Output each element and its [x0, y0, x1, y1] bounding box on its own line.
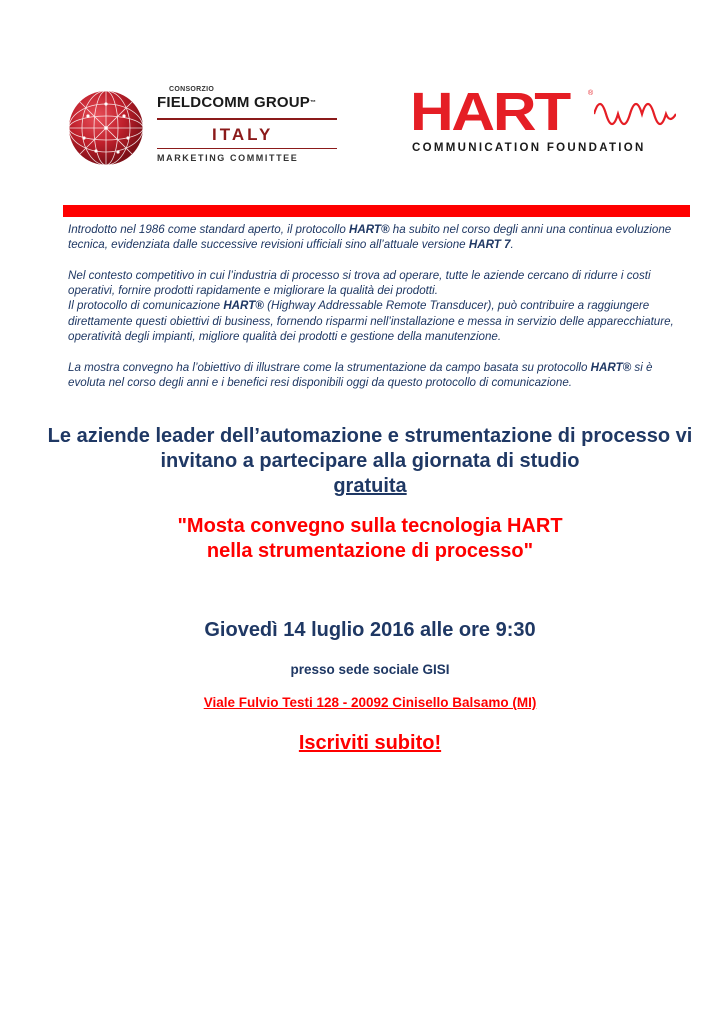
hart-subtitle: COMMUNICATION FOUNDATION	[412, 142, 646, 154]
registered-mark: ®	[588, 90, 594, 97]
intro-paragraph-exhibition: La mostra convegno ha l’obiettivo di illustrare come la strumentazione da campo basata su protocollo HART® si è evoluta nel corso degli anni e i benefici resi disponibili oggi da questo protocollo di comunicazione.	[68, 360, 653, 389]
hart-communication-foundation-logo	[408, 82, 678, 161]
globe-icon	[66, 88, 146, 168]
logo-country: ITALY	[212, 125, 274, 144]
event-venue: presso sede sociale GISI	[290, 662, 450, 677]
intro-paragraph-protocol: Il protocollo di comunicazione HART® (Highway Addressable Remote Transducer), può contribuire a raggiungere direttamente questi obiettivi di business, fornendo risparmi nell’installazione e messa in servizio delle apparecchiature, operatività degli impianti, migliore qualità dei prodotti e gestione della manutenzione.	[68, 299, 674, 344]
free-label: gratuita	[333, 475, 407, 497]
red-divider-bar	[63, 205, 690, 217]
event-date: Giovedì 14 luglio 2016 alle ore 9:30	[204, 619, 536, 641]
register-link[interactable]: Iscriviti subito!	[298, 732, 442, 754]
logo-group-name: FIELDCOMM GROUP™	[157, 94, 317, 111]
logo-committee: MARKETING COMMITTEE	[157, 153, 299, 163]
fieldcomm-text	[157, 86, 347, 163]
logo-divider	[157, 118, 337, 120]
fieldcomm-group-italy-logo	[62, 82, 352, 164]
address-link[interactable]: Viale Fulvio Testi 128 - 20092 Cinisello Balsamo (MI)	[203, 695, 537, 710]
sine-wave-icon	[594, 92, 676, 136]
intro-paragraph-context: Nel contesto competitivo in cui l’industria di processo si trova ad operare, tutte le aziende cercano di ridurre i costi operativi, fornire prodotti rapidamente e migliorare la qualità dei prodotti.	[68, 268, 651, 298]
intro-paragraph-history: Introdotto nel 1986 come standard aperto, il protocollo HART® ha subito nel corso degli anni una continua evoluzione tecnica, evidenziata dalle successive revisioni ufficiali sino all’attuale versione HART 7.	[68, 223, 672, 252]
hart-wordmark: HART	[410, 82, 570, 142]
invite-heading: Le aziende leader dell’automazione e strumentazione di processo vi invitano a partecipare alla giornata di studio gratuita	[47, 425, 693, 497]
logo-divider	[157, 148, 337, 149]
logo-consorzio-text: CONSORZIO	[169, 86, 215, 93]
event-title: "Mosta convegno sulla tecnologia HART nella strumentazione di processo"	[177, 515, 563, 562]
intro-text	[68, 222, 693, 406]
